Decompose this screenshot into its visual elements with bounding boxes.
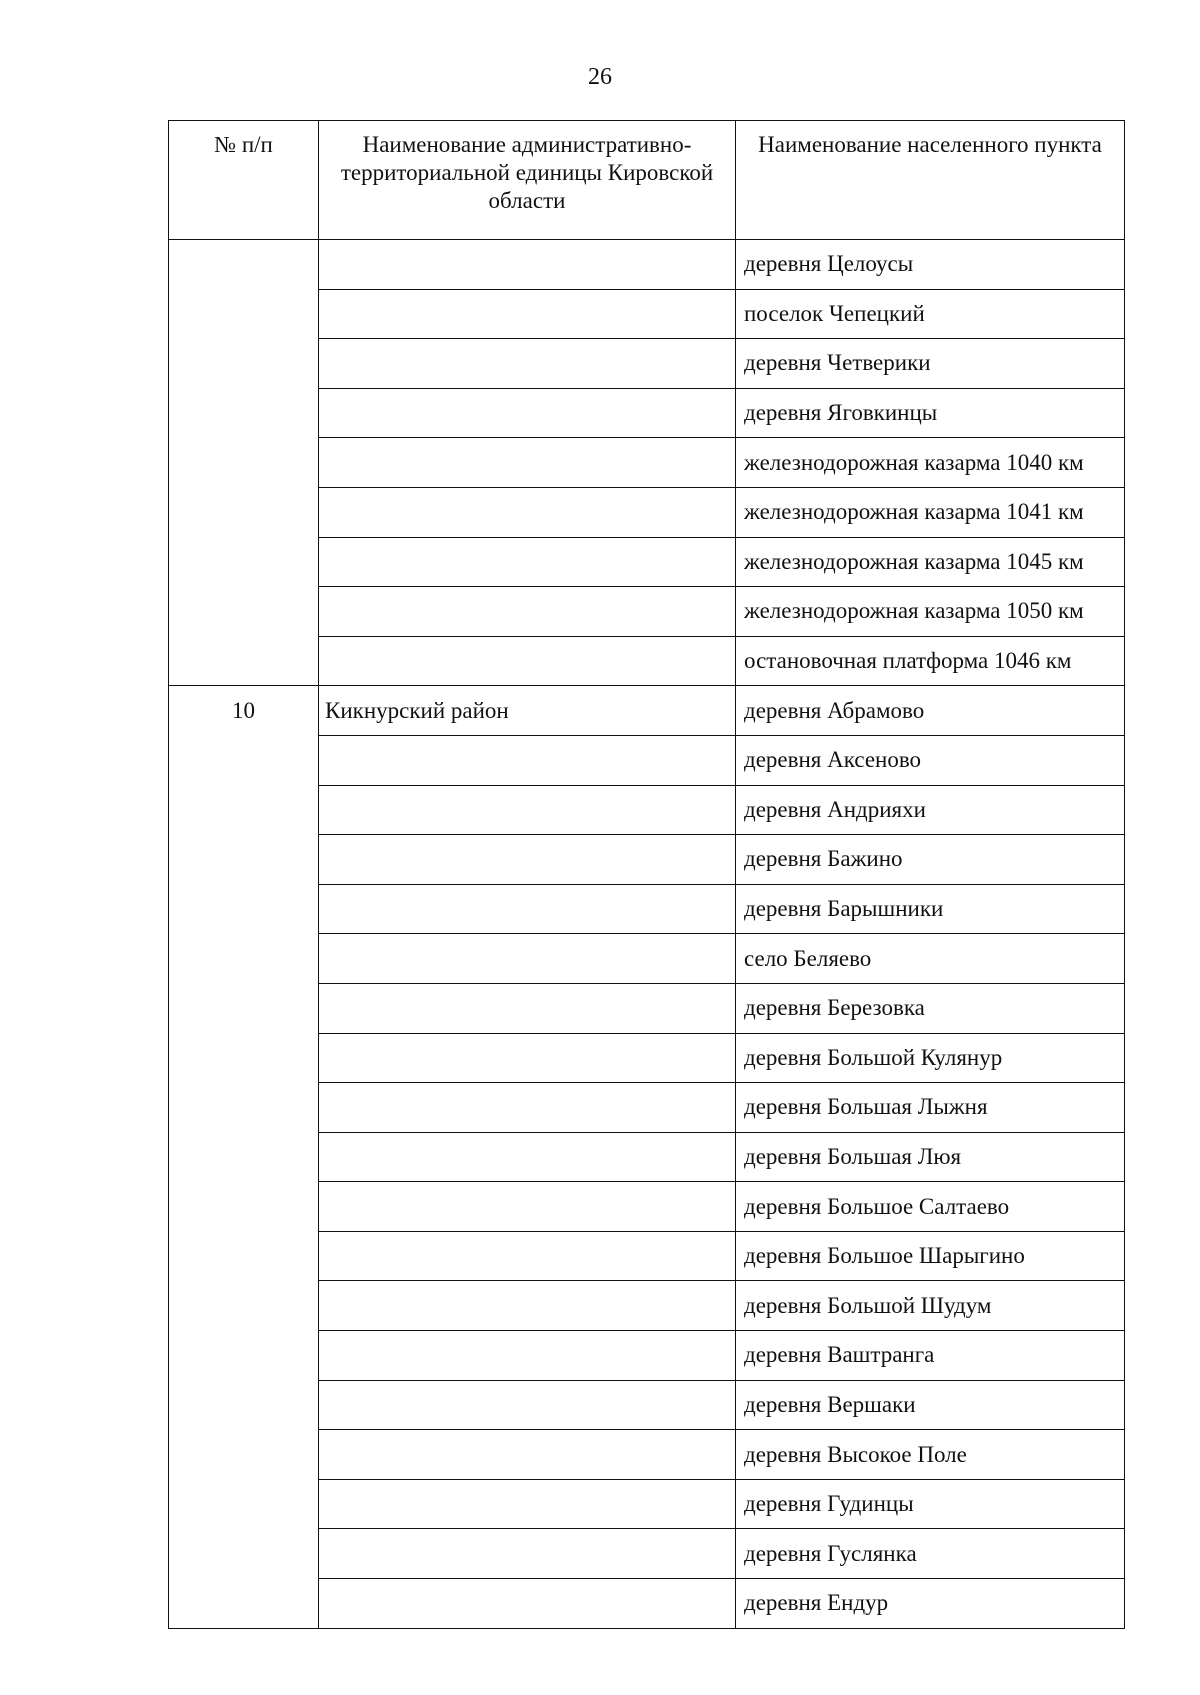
table-row <box>169 636 1125 686</box>
table-row <box>169 884 1125 934</box>
cell-num <box>169 884 319 934</box>
table-row <box>169 1083 1125 1133</box>
cell-place: село Беляево <box>736 934 1125 984</box>
cell-place: поселок Чепецкий <box>736 289 1125 339</box>
table-row <box>169 1380 1125 1430</box>
cell-place: деревня Андрияхи <box>736 785 1125 835</box>
cell-place: деревня Березовка <box>736 983 1125 1033</box>
cell-place: деревня Большой Кулянур <box>736 1033 1125 1083</box>
cell-unit: Кикнурский район <box>319 686 736 736</box>
cell-num <box>169 339 319 389</box>
cell-unit <box>319 1529 736 1579</box>
cell-place: деревня Гудинцы <box>736 1479 1125 1529</box>
cell-num <box>169 1231 319 1281</box>
cell-unit <box>319 1083 736 1133</box>
cell-place: деревня Большая Лыжня <box>736 1083 1125 1133</box>
cell-place: железнодорожная казарма 1045 км <box>736 537 1125 587</box>
cell-place: деревня Яговкинцы <box>736 388 1125 438</box>
cell-unit <box>319 1033 736 1083</box>
cell-unit <box>319 884 736 934</box>
cell-num <box>169 1281 319 1331</box>
table-row <box>169 1281 1125 1331</box>
table-row <box>169 835 1125 885</box>
cell-unit <box>319 240 736 290</box>
cell-num <box>169 1331 319 1381</box>
cell-unit <box>319 785 736 835</box>
header-place: Наименование населенного пункта <box>736 121 1125 240</box>
cell-place: деревня Вершаки <box>736 1380 1125 1430</box>
cell-unit <box>319 1579 736 1629</box>
cell-num <box>169 1182 319 1232</box>
cell-unit <box>319 1132 736 1182</box>
table-row <box>169 1579 1125 1629</box>
cell-place: деревня Высокое Поле <box>736 1430 1125 1480</box>
table-row <box>169 983 1125 1033</box>
cell-place: деревня Четверики <box>736 339 1125 389</box>
cell-unit <box>319 388 736 438</box>
cell-unit <box>319 289 736 339</box>
table-row <box>169 686 1125 736</box>
table-row <box>169 1033 1125 1083</box>
table-row <box>169 289 1125 339</box>
header-unit: Наименование административно-территориальной единицы Кировской области <box>319 121 736 240</box>
cell-unit <box>319 1231 736 1281</box>
table-row <box>169 1529 1125 1579</box>
cell-num <box>169 1380 319 1430</box>
cell-place: деревня Ендур <box>736 1579 1125 1629</box>
cell-num: 10 <box>169 686 319 736</box>
cell-place: деревня Барышники <box>736 884 1125 934</box>
cell-unit <box>319 537 736 587</box>
cell-unit <box>319 339 736 389</box>
table-row <box>169 735 1125 785</box>
cell-unit <box>319 438 736 488</box>
cell-num <box>169 240 319 290</box>
table-row <box>169 388 1125 438</box>
cell-unit <box>319 1281 736 1331</box>
table-header-row <box>169 121 1125 240</box>
cell-place: железнодорожная казарма 1040 км <box>736 438 1125 488</box>
table-row <box>169 587 1125 637</box>
table-body <box>169 240 1125 1629</box>
cell-num <box>169 289 319 339</box>
cell-num <box>169 785 319 835</box>
table-row <box>169 487 1125 537</box>
header-num: № п/п <box>169 121 319 240</box>
table-row <box>169 934 1125 984</box>
cell-num <box>169 983 319 1033</box>
table-row <box>169 240 1125 290</box>
cell-num <box>169 735 319 785</box>
cell-unit <box>319 983 736 1033</box>
page-number: 26 <box>588 64 612 90</box>
cell-unit <box>319 835 736 885</box>
cell-num <box>169 1579 319 1629</box>
cell-place: деревня Гуслянка <box>736 1529 1125 1579</box>
cell-unit <box>319 934 736 984</box>
cell-unit <box>319 1430 736 1480</box>
cell-place: деревня Бажино <box>736 835 1125 885</box>
cell-num <box>169 934 319 984</box>
cell-place: деревня Большая Люя <box>736 1132 1125 1182</box>
cell-place: деревня Ваштранга <box>736 1331 1125 1381</box>
cell-num <box>169 1132 319 1182</box>
cell-unit <box>319 487 736 537</box>
table-row <box>169 1430 1125 1480</box>
cell-place: железнодорожная казарма 1050 км <box>736 587 1125 637</box>
cell-num <box>169 537 319 587</box>
table-row <box>169 339 1125 389</box>
table-row <box>169 1182 1125 1232</box>
cell-place: деревня Абрамово <box>736 686 1125 736</box>
cell-unit <box>319 1479 736 1529</box>
cell-unit <box>319 735 736 785</box>
cell-place: деревня Большое Шарыгино <box>736 1231 1125 1281</box>
cell-place: деревня Аксеново <box>736 735 1125 785</box>
table-row <box>169 1231 1125 1281</box>
table-row <box>169 785 1125 835</box>
cell-num <box>169 1430 319 1480</box>
table-row <box>169 1132 1125 1182</box>
cell-place: деревня Большой Шудум <box>736 1281 1125 1331</box>
cell-unit <box>319 587 736 637</box>
cell-place: деревня Большое Салтаево <box>736 1182 1125 1232</box>
cell-num <box>169 388 319 438</box>
table-row <box>169 1331 1125 1381</box>
cell-num <box>169 438 319 488</box>
table-row <box>169 438 1125 488</box>
cell-num <box>169 636 319 686</box>
cell-num <box>169 1479 319 1529</box>
cell-unit <box>319 636 736 686</box>
settlements-table <box>168 120 1125 1629</box>
cell-num <box>169 1083 319 1133</box>
cell-num <box>169 1033 319 1083</box>
cell-num <box>169 835 319 885</box>
cell-place: остановочная платформа 1046 км <box>736 636 1125 686</box>
cell-unit <box>319 1331 736 1381</box>
cell-num <box>169 587 319 637</box>
cell-num <box>169 1529 319 1579</box>
cell-num <box>169 487 319 537</box>
cell-unit <box>319 1380 736 1430</box>
cell-place: железнодорожная казарма 1041 км <box>736 487 1125 537</box>
table-row <box>169 537 1125 587</box>
table-row <box>169 1479 1125 1529</box>
cell-unit <box>319 1182 736 1232</box>
cell-place: деревня Целоусы <box>736 240 1125 290</box>
